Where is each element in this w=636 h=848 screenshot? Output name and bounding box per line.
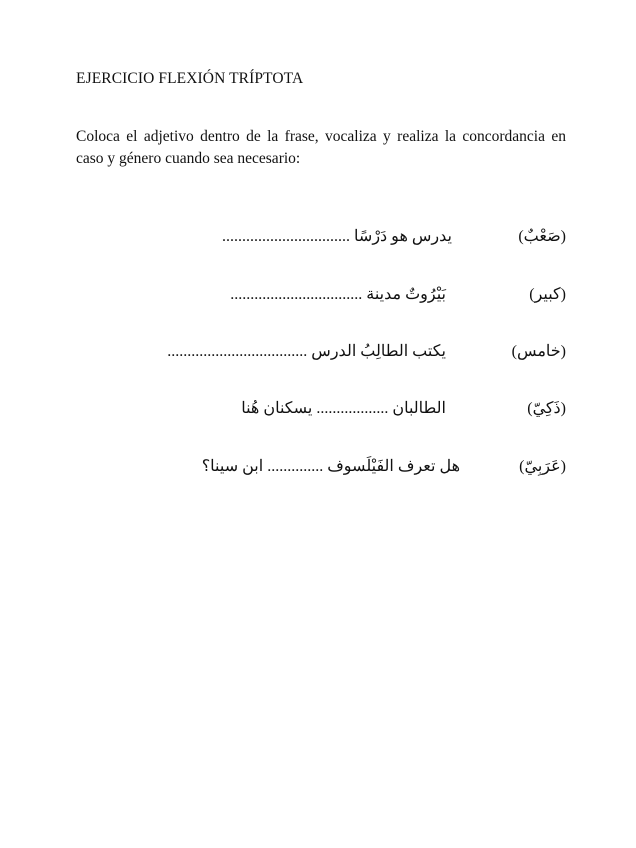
page-title: EJERCICIO FLEXIÓN TRÍPTOTA [76, 70, 304, 87]
exercise-sentence: الطالبان .................. يسكنان هُنا [241, 400, 446, 417]
instructions-paragraph: Coloca el adjetivo dentro de la frase, vocaliza y realiza la concordancia en caso y género cuando sea necesario: [76, 128, 566, 167]
exercise-item [241, 398, 566, 420]
exercise-sentence: هل تعرف الفَيْلَسوف .............. ابن سينا؟ [201, 458, 460, 475]
exercise-adjective: (صَعْبٌ) [518, 228, 566, 245]
exercise-adjective: (خامس) [511, 343, 566, 360]
exercise-sentence: بَيْرُوتٌ مدينة ................................. [230, 286, 446, 303]
exercise-item [222, 226, 566, 248]
exercise-item [167, 341, 566, 363]
exercise-adjective: (ذَكِيّ) [527, 400, 566, 417]
exercise-adjective: (عَرَبِيّ) [519, 458, 566, 475]
exercise-item [230, 284, 566, 306]
exercise-item [202, 456, 566, 478]
exercise-sentence: يكتب الطالِبُ الدرس ................................... [167, 343, 446, 360]
exercise-sentence: يدرس هو دَرْسًا ................................ [222, 228, 452, 245]
exercise-adjective: (كبير) [529, 286, 566, 303]
